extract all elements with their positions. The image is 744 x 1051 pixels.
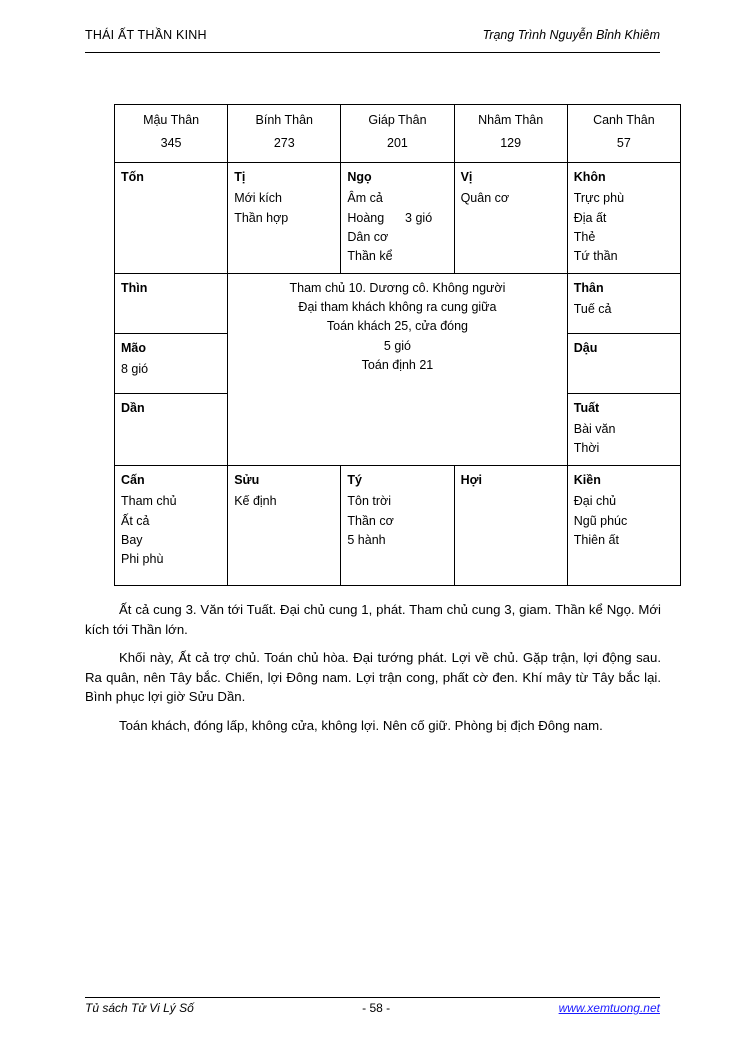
cell-line: Đại chủ xyxy=(573,494,617,509)
table-row xyxy=(115,273,681,333)
cell-line: Kế định xyxy=(234,494,277,509)
cell-dau xyxy=(567,333,680,393)
cell-can xyxy=(115,465,228,585)
cell-line: Tham chủ xyxy=(121,494,177,509)
header-author: Trạng Trình Nguyễn Bỉnh Khiêm xyxy=(482,28,660,42)
cell-thin xyxy=(115,273,228,333)
header-cell-1 xyxy=(228,105,341,163)
cell-title: Thân xyxy=(573,280,604,295)
cell-line: Bài văn xyxy=(573,422,616,436)
header-cell-name: Canh Thân xyxy=(593,113,655,127)
center-summary-block xyxy=(228,273,568,465)
paragraph: Toán khách, đóng lấp, không cửa, không lợi. Nên cố giữ. Phòng bị địch Đông nam. xyxy=(119,717,603,733)
cell-than xyxy=(567,273,680,333)
cell-line: Ất cả xyxy=(121,513,150,528)
header-cell-2 xyxy=(341,105,454,163)
cell-khon xyxy=(567,162,680,273)
cell-line: Ngũ phúc xyxy=(573,513,628,528)
header-cell-0 xyxy=(115,105,228,163)
cell-line: Trực phù xyxy=(573,191,625,206)
cell-line: Mới kích xyxy=(234,191,282,206)
cell-line: Địa ất xyxy=(573,210,607,225)
cell-line: Thần hợp xyxy=(234,210,289,225)
cell-line: Thần kể xyxy=(347,249,393,264)
cell-line: Thiên ất xyxy=(573,532,619,547)
header-cell-3 xyxy=(454,105,567,163)
table-row xyxy=(115,465,681,585)
cell-mao xyxy=(115,333,228,393)
header-cell-name: Nhâm Thân xyxy=(478,113,544,127)
header-cell-4 xyxy=(567,105,680,163)
paragraph: Khối này, Ất cả trợ chủ. Toán chủ hòa. Đại tướng phát. Lợi về chủ. Gặp trận, lợi động sau. Ra quân, nên Tây bắc. Chiến, lợi Đông nam. Lợi trận cong, phất cờ đen. Khí mây từ Tây bắc lại. Bình phục lợi giờ Sửu Dần. xyxy=(85,650,661,705)
cell-line: Tứ thần xyxy=(573,249,618,264)
header-cell-number: 201 xyxy=(387,136,408,151)
header-cell-number: 57 xyxy=(616,136,631,151)
header-cell-number: 129 xyxy=(500,136,522,151)
center-line: Toán khách 25, cửa đóng xyxy=(326,319,469,334)
cell-title: Thìn xyxy=(121,280,148,295)
cell-title: Ngọ xyxy=(347,169,372,184)
header-cell-number: 345 xyxy=(160,136,182,151)
page-footer xyxy=(85,1001,660,1015)
cell-title: Khôn xyxy=(573,169,606,184)
cell-ti xyxy=(228,162,341,273)
body-text xyxy=(85,600,661,744)
page-header xyxy=(85,28,660,46)
cell-line: 8 gió xyxy=(121,362,149,376)
cell-line: Hoàng 3 gió xyxy=(347,210,433,225)
cell-line: Dân cơ xyxy=(347,229,389,244)
cell-title: Dần xyxy=(121,400,145,415)
cell-title: Vị xyxy=(460,169,473,184)
header-book-title: THÁI ẤT THẦN KINH xyxy=(85,28,207,42)
cell-hoi xyxy=(454,465,567,585)
cell-suu xyxy=(228,465,341,585)
cell-title: Tuất xyxy=(573,400,600,415)
cell-vi xyxy=(454,162,567,273)
header-cell-name: Giáp Thân xyxy=(368,113,427,127)
header-cell-name: Mậu Thân xyxy=(143,113,200,127)
table-header-row xyxy=(115,105,681,163)
paragraph: Ất cả cung 3. Văn tới Tuất. Đại chủ cung 1, phát. Tham chủ cung 3, giam. Thần kể Ngọ. Mới kích tới Thần lớn. xyxy=(85,602,661,637)
page-number: - 58 - xyxy=(362,1001,391,1015)
cell-line: 5 hành xyxy=(347,532,386,547)
cell-dan xyxy=(115,393,228,465)
cell-ty xyxy=(341,465,454,585)
cell-line: Âm cả xyxy=(347,191,383,206)
header-cell-number: 273 xyxy=(273,136,295,151)
footer-divider xyxy=(85,997,660,998)
cell-line: Thần cơ xyxy=(347,513,394,528)
cell-title: Kiền xyxy=(573,472,601,487)
cell-title: Tý xyxy=(347,472,362,487)
cell-title: Hợi xyxy=(460,472,482,487)
center-line: Tham chủ 10. Dương cô. Không người xyxy=(289,280,506,295)
cell-title: Sửu xyxy=(234,472,260,487)
cell-kien xyxy=(567,465,680,585)
thai-at-grid-table xyxy=(114,104,681,586)
center-line: Toán định 21 xyxy=(361,358,434,373)
cell-title: Cấn xyxy=(121,472,145,487)
cell-line: Bay xyxy=(121,532,143,547)
header-cell-name: Bính Thân xyxy=(255,113,313,127)
cell-title: Tốn xyxy=(121,169,144,184)
cell-line: Phi phù xyxy=(121,552,164,567)
table-row xyxy=(115,162,681,273)
footer-collection: Tủ sách Tử Vi Lý Số xyxy=(85,1001,194,1015)
cell-line: Tuế cả xyxy=(573,302,612,316)
cell-ngo xyxy=(341,162,454,273)
cell-line: Thẻ xyxy=(573,229,596,244)
cell-line: Thời xyxy=(573,441,600,456)
center-line: 5 gió xyxy=(383,338,412,353)
cell-title: Mão xyxy=(121,340,146,355)
cell-title: Tị xyxy=(234,169,246,184)
header-divider xyxy=(85,52,660,53)
cell-line: Tôn trời xyxy=(347,494,391,509)
footer-website-link[interactable]: www.xemtuong.net xyxy=(558,1001,660,1015)
cell-ton xyxy=(115,162,228,273)
cell-line: Quân cơ xyxy=(460,191,510,206)
cell-tuat xyxy=(567,393,680,465)
center-line: Đại tham khách không ra cung giữa xyxy=(298,300,497,314)
cell-title: Dậu xyxy=(573,340,598,355)
